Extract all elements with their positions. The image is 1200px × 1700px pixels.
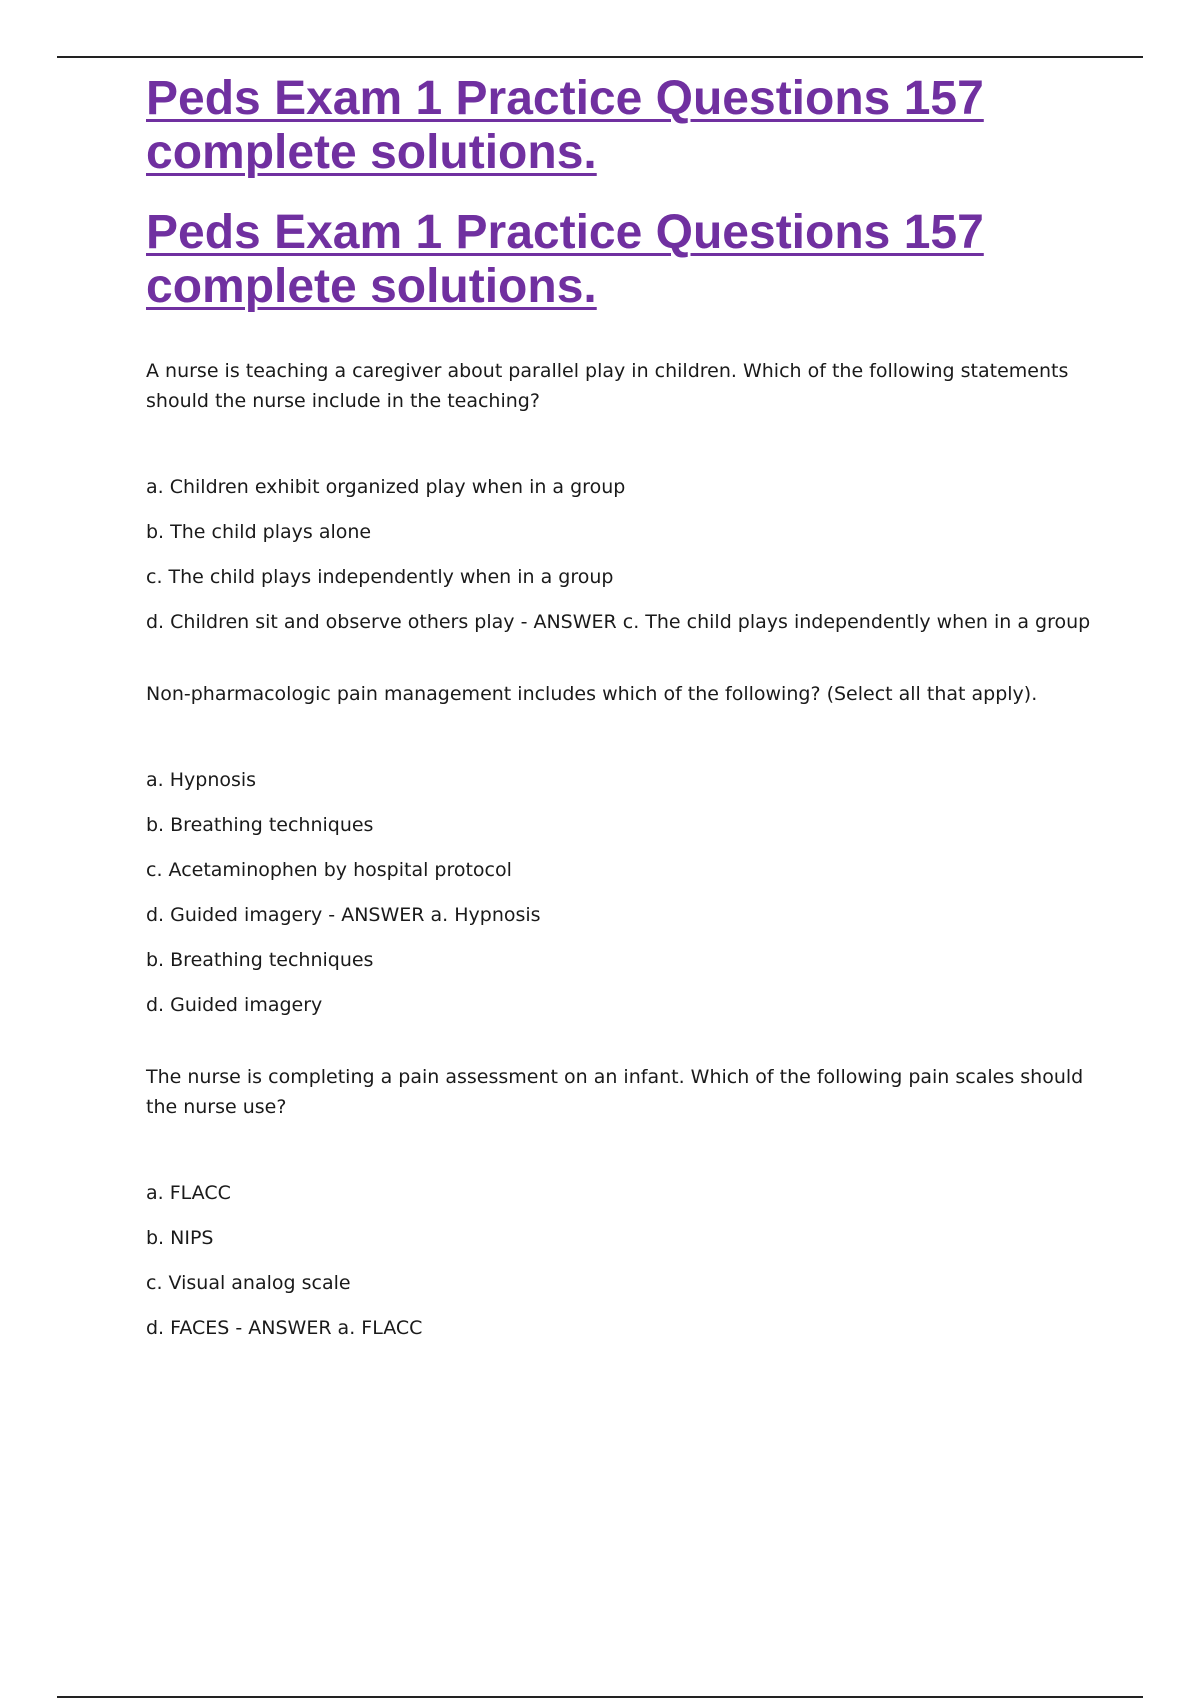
title-line-2: complete solutions. <box>146 260 597 313</box>
title-line-2: complete solutions. <box>146 126 597 179</box>
question-stem: Non-pharmacologic pain management includes which of the following? (Select all that apply). <box>146 683 1038 705</box>
option-with-answer: d. Children sit and observe others play - ANSWER c. The child plays independently when in a group <box>146 611 1091 633</box>
option: b. NIPS <box>146 1227 214 1249</box>
question-stem: The nurse is completing a pain assessment on an infant. Which of the following pain scales should the nurse use? <box>146 1066 1084 1118</box>
bottom-rule <box>57 1696 1143 1698</box>
question-stem: A nurse is teaching a caregiver about parallel play in children. Which of the following statements should the nurse include in the teaching? <box>146 360 1069 412</box>
option: c. The child plays independently when in a group <box>146 566 614 588</box>
option: a. Children exhibit organized play when in a group <box>146 476 626 498</box>
question-1 <box>146 356 1106 637</box>
document-title <box>146 72 1106 180</box>
document-body <box>146 72 1106 1343</box>
option: c. Acetaminophen by hospital protocol <box>146 859 512 881</box>
top-rule <box>57 56 1143 58</box>
option: b. The child plays alone <box>146 521 372 543</box>
answer-options <box>146 765 1106 1020</box>
document-title-repeat <box>146 206 1106 314</box>
option: a. FLACC <box>146 1182 231 1204</box>
question-2 <box>146 679 1106 1020</box>
option: b. Breathing techniques <box>146 814 374 836</box>
answer-options <box>146 472 1106 637</box>
option: a. Hypnosis <box>146 769 257 791</box>
title-line-1: Peds Exam 1 Practice Questions 157 <box>146 206 984 259</box>
answer-continued: b. Breathing techniques <box>146 949 374 971</box>
option-with-answer: d. Guided imagery - ANSWER a. Hypnosis <box>146 904 541 926</box>
answer-continued: d. Guided imagery <box>146 994 323 1016</box>
question-3 <box>146 1062 1106 1343</box>
answer-options <box>146 1178 1106 1343</box>
option: c. Visual analog scale <box>146 1272 351 1294</box>
option-with-answer: d. FACES - ANSWER a. FLACC <box>146 1317 423 1339</box>
title-line-1: Peds Exam 1 Practice Questions 157 <box>146 72 984 125</box>
